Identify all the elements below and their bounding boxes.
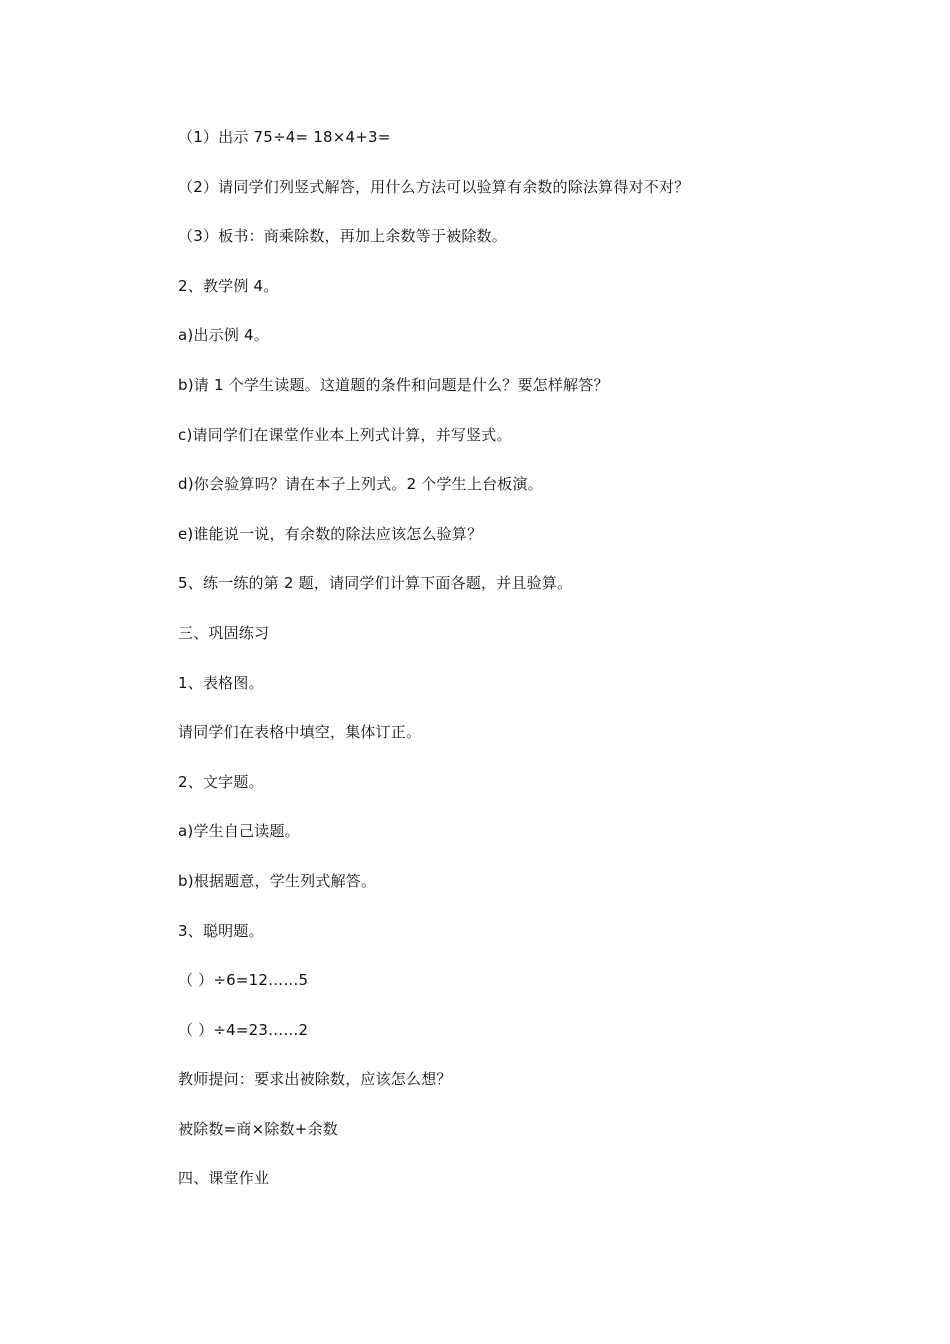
paragraph-teacher-question: 教师提问：要求出被除数，应该怎么想？	[178, 1070, 452, 1089]
equation-line-2: （ ）÷4=23……2	[178, 1020, 309, 1039]
paragraph-item-d: d)你会验算吗？请在本子上列式。2 个学生上台板演。	[178, 475, 543, 494]
document-body	[178, 124, 818, 1215]
paragraph-word-problem: 2、文字题。	[178, 772, 264, 791]
paragraph-word-problem-a: a)学生自己读题。	[178, 822, 300, 841]
paragraph-step-3: （3）板书：商乘除数，再加上余数等于被除数。	[178, 227, 507, 246]
paragraph-word-problem-b: b)根据题意，学生列式解答。	[178, 871, 377, 890]
paragraph-item-e: e)谁能说一说，有余数的除法应该怎么验算？	[178, 524, 483, 543]
paragraph-formula: 被除数=商×除数+余数	[178, 1119, 338, 1138]
paragraph-item-a: a)出示例 4。	[178, 326, 269, 345]
section-heading-consolidation: 三、巩固练习	[178, 623, 270, 642]
section-heading-classwork: 四、课堂作业	[178, 1169, 270, 1188]
paragraph-practice-5: 5、练一练的第 2 题，请同学们计算下面各题，并且验算。	[178, 574, 573, 593]
equation-line-1: （ ）÷6=12……5	[178, 971, 309, 990]
paragraph-item-c: c)请同学们在课堂作业本上列式计算，并写竖式。	[178, 425, 512, 444]
paragraph-smart-question: 3、聪明题。	[178, 921, 264, 940]
paragraph-item-b: b)请 1 个学生读题。这道题的条件和问题是什么？要怎样解答？	[178, 375, 609, 394]
paragraph-example-4-heading: 2、教学例 4。	[178, 276, 279, 295]
paragraph-step-1: （1）出示 75÷4= 18×4+3=	[178, 128, 391, 146]
paragraph-step-2: （2）请同学们列竖式解答，用什么方法可以验算有余数的除法算得对不对？	[178, 177, 690, 196]
paragraph-table-instruction: 请同学们在表格中填空，集体订正。	[178, 723, 422, 742]
paragraph-table-exercise: 1、表格图。	[178, 673, 264, 692]
